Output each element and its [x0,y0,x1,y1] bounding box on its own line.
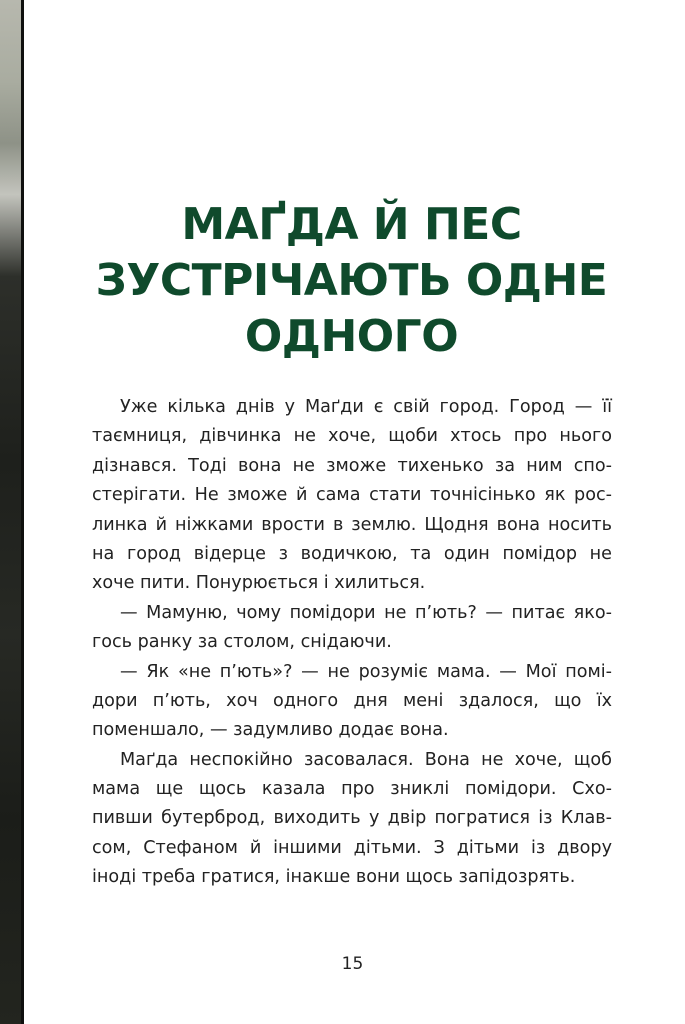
text-line: — Як «не п’ють»? — не розуміє мама. — Мої помі- [120,661,612,682]
chapter-title-line: ЗУСТРІЧАЮТЬ ОДНЕ [95,255,608,306]
page-number: 15 [341,954,364,974]
page-edge-strip [0,0,24,1024]
text-line: Маґда неспокійно засовалася. Вона не хоче, щоб [120,749,612,770]
text-line: поменшало, — задумливо додає вона. [92,720,449,741]
text-line: гось ранку за столом, снідаючи. [92,632,392,653]
text-line: іноді треба гратися, інакше вони щось запідозрять. [92,867,576,888]
text-line: Уже кілька днів у Маґди є свій город. Город — її [120,397,612,417]
chapter-title-line: МАҐДА Й ПЕС [181,199,522,250]
chapter-title [60,197,643,365]
text-line: хоче пити. Понурюється і хилиться. [92,573,426,594]
text-line: линка й ніжками врости в землю. Щодня вона носить [92,514,612,535]
text-line: дізнався. Тоді вона не зможе тихенько за ним спо- [92,455,612,476]
text-line: на город відерце з водичкою, та один помідор не [92,543,612,564]
text-line: — Мамуню, чому помідори не п’ють? — питає яко- [120,602,612,623]
text-line: мама ще щось казала про зниклі помідори. Схо- [92,779,612,800]
text-line: стерігати. Не зможе й сама стати точнісінько як рос- [92,485,612,506]
body-text [92,393,612,893]
text-line: пивши бутерброд, виходить у двір погратися із Клав- [92,808,612,829]
chapter-title-line: ОДНОГО [244,311,459,362]
text-line: дори п’ють, хоч одного дня мені здалося, що їх [92,690,612,711]
text-line: сом, Стефаном й іншими дітьми. З дітьми із двору [92,837,612,858]
text-line: таємниця, дівчинка не хоче, щоби хтось про нього [92,426,612,447]
